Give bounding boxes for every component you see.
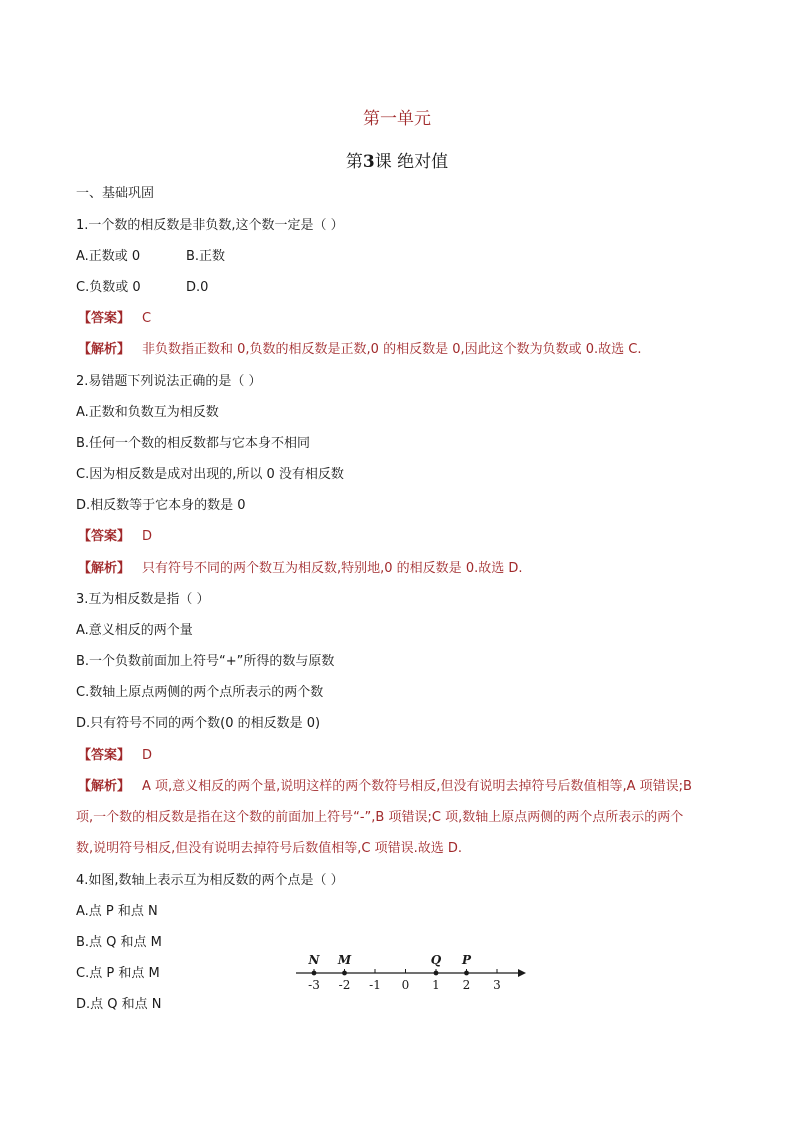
q3-option-b: B.一个负数前面加上符号“+”所得的数与原数 — [76, 654, 335, 669]
unit-title: 第一单元 — [363, 109, 431, 129]
number-line-tick-label: -1 — [369, 978, 381, 992]
q2-option-c: C.因为相反数是成对出现的,所以 0 没有相反数 — [76, 467, 344, 482]
q1-answer — [76, 311, 151, 327]
answer-tag: 【答案】 — [78, 529, 131, 544]
q3-stem: 3.互为相反数是指（ ） — [76, 592, 210, 607]
q4-stem: 4.如图,数轴上表示互为相反数的两个点是（ ） — [76, 873, 344, 888]
q3-analysis-line-3: 数,说明符号相反,但没有说明去掉符号后数值相等,C 项错误.故选 D. — [76, 841, 463, 856]
q2-option-a: A.正数和负数互为相反数 — [76, 405, 219, 420]
number-line-tick-label: -3 — [308, 978, 320, 992]
analysis-text: 只有符号不同的两个数互为相反数,特别地,0 的相反数是 0.故选 D. — [142, 561, 523, 576]
answer-value: C — [142, 311, 152, 326]
number-line-tick-label: 3 — [493, 978, 501, 992]
analysis-text-line-1: A 项,意义相反的两个量,说明这样的两个数符号相反,但没有说明去掉符号后数值相等,A 项错误;B — [142, 779, 692, 794]
q1-option-b: B.正数 — [186, 249, 226, 264]
q2-option-b: B.任何一个数的相反数都与它本身不相同 — [76, 436, 311, 451]
answer-value: D — [142, 748, 153, 763]
q4-option-a: A.点 P 和点 N — [76, 904, 158, 919]
q1-analysis — [76, 342, 642, 358]
q3-answer — [76, 748, 152, 764]
lesson-prefix: 第 — [345, 152, 363, 172]
q2-answer — [76, 529, 152, 545]
q3-analysis-line-2: 项,一个数的相反数是指在这个数的前面加上符号“-”,B 项错误;C 项,数轴上原点两侧的两个点所表示的两个 — [76, 810, 684, 825]
q2-option-d: D.相反数等于它本身的数是 0 — [76, 498, 246, 513]
number-line-point-label: N — [308, 953, 320, 967]
section-heading: 一、基础巩固 — [76, 186, 155, 201]
number-line-point-label: P — [461, 953, 472, 967]
number-line-point — [464, 971, 469, 976]
analysis-tag: 【解析】 — [78, 342, 131, 357]
q3-option-a: A.意义相反的两个量 — [76, 623, 193, 638]
q3-analysis — [76, 779, 692, 795]
q1-option-d: D.0 — [186, 280, 209, 295]
number-line-figure — [290, 944, 530, 998]
q1-stem: 1.一个数的相反数是非负数,这个数一定是（ ） — [76, 218, 344, 233]
number-line-point-label: M — [337, 953, 352, 967]
lesson-title — [0, 147, 794, 172]
number-line-tick-label: 1 — [432, 978, 440, 992]
q2-analysis — [76, 561, 523, 577]
q1-option-a: A.正数或 0 — [76, 249, 141, 264]
analysis-tag: 【解析】 — [78, 779, 131, 794]
lesson-number: 3 — [362, 152, 375, 172]
number-line-tick-label: 2 — [462, 978, 471, 992]
number-line-arrow-icon — [518, 969, 526, 977]
number-line-tick-label: 0 — [401, 978, 410, 992]
q1-option-c: C.负数或 0 — [76, 280, 141, 295]
q3-option-c: C.数轴上原点两侧的两个点所表示的两个数 — [76, 685, 324, 700]
answer-tag: 【答案】 — [78, 748, 131, 763]
q4-option-b: B.点 Q 和点 M — [76, 935, 162, 950]
q4-option-c: C.点 P 和点 M — [76, 966, 160, 981]
q2-stem: 2.易错题下列说法正确的是（ ） — [76, 374, 262, 389]
lesson-suffix: 课 绝对值 — [374, 152, 449, 172]
analysis-tag: 【解析】 — [78, 561, 131, 576]
analysis-text: 非负数指正数和 0,负数的相反数是正数,0 的相反数是 0,因此这个数为负数或 0.故选 C. — [142, 342, 642, 357]
number-line-point — [342, 971, 347, 976]
number-line-tick-label: -2 — [338, 978, 351, 992]
answer-tag: 【答案】 — [78, 311, 131, 326]
number-line-point-label: Q — [430, 953, 442, 967]
number-line-point — [434, 971, 439, 976]
q4-option-d: D.点 Q 和点 N — [76, 997, 162, 1012]
q3-option-d: D.只有符号不同的两个数(0 的相反数是 0) — [76, 716, 321, 731]
answer-value: D — [142, 529, 153, 544]
number-line-point — [312, 971, 317, 976]
